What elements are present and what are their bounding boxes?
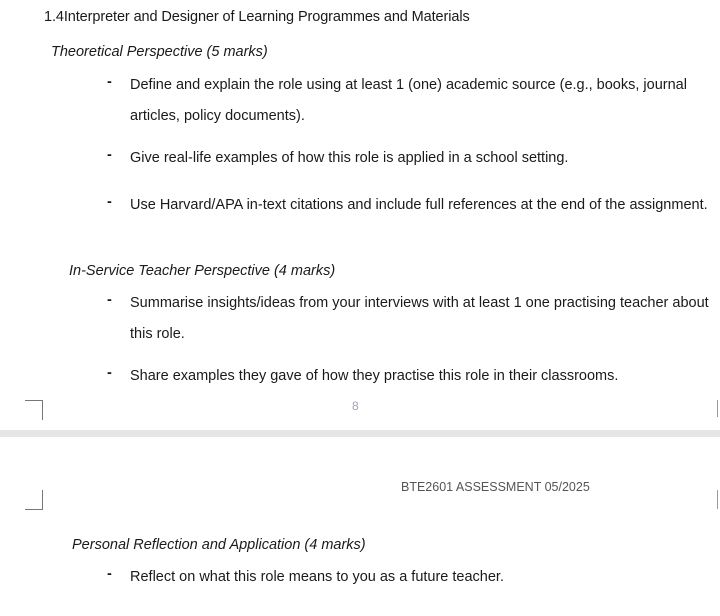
page-edge-marker: [717, 400, 718, 417]
bullet-dash: -: [107, 365, 112, 381]
subsection-title-personal: Personal Reflection and Application (4 marks): [72, 537, 366, 553]
bullet-text: Reflect on what this role means to you as a future teacher.: [130, 569, 504, 585]
page-header: BTE2601 ASSESSMENT 05/2025: [401, 480, 590, 494]
bullet-text: Share examples they gave of how they practise this role in their classrooms.: [130, 368, 619, 384]
section-heading: 1.4Interpreter and Designer of Learning Programmes and Materials: [44, 9, 470, 25]
bullet-text: Use Harvard/APA in-text citations and include full references at the end of the assignment.: [130, 197, 708, 213]
bullet-dash: -: [107, 194, 112, 210]
page-corner-marker: [25, 400, 43, 420]
bullet-dash: -: [107, 74, 112, 90]
bullet-text: articles, policy documents).: [130, 108, 305, 124]
page-number: 8: [352, 399, 359, 413]
bullet-dash: -: [107, 147, 112, 163]
bullet-text: Define and explain the role using at least 1 (one) academic source (e.g., books, journal: [130, 77, 687, 93]
page-break: [0, 430, 720, 437]
bullet-text: this role.: [130, 326, 185, 342]
subsection-title-theoretical: Theoretical Perspective (5 marks): [51, 44, 268, 60]
bullet-dash: -: [107, 566, 112, 582]
page-corner-marker: [25, 490, 43, 510]
bullet-text: Give real-life examples of how this role is applied in a school setting.: [130, 150, 569, 166]
bullet-text: Summarise insights/ideas from your interviews with at least 1 one practising teacher about: [130, 295, 709, 311]
bullet-dash: -: [107, 292, 112, 308]
subsection-title-inservice: In-Service Teacher Perspective (4 marks): [69, 263, 336, 279]
page-edge-marker: [717, 490, 718, 509]
